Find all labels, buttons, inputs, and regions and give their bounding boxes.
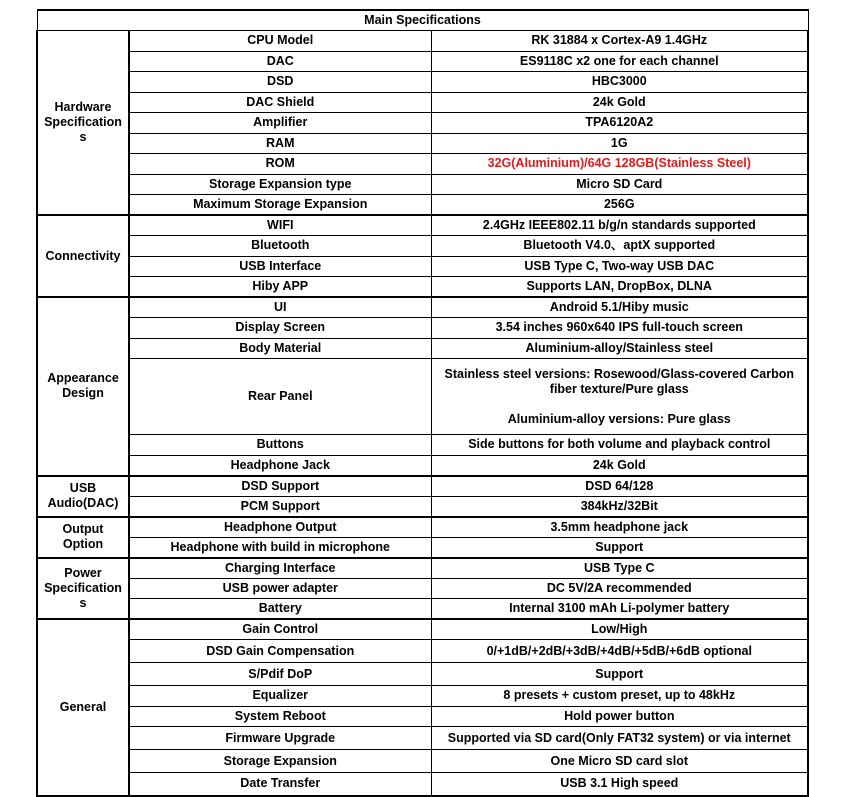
param-body-material: Body Material <box>129 338 431 359</box>
value-dac: ES9118C x2 one for each channel <box>431 51 808 72</box>
value-storage-expansion: One Micro SD card slot <box>431 750 808 773</box>
param-rear-panel: Rear Panel <box>129 359 431 435</box>
param-headphone-output: Headphone Output <box>129 517 431 538</box>
value-display-screen: 3.54 inches 960x640 IPS full-touch screen <box>431 318 808 339</box>
value-dac-shield: 24k Gold <box>431 92 808 113</box>
param-display-screen: Display Screen <box>129 318 431 339</box>
param-date-transfer: Date Transfer <box>129 773 431 796</box>
param-ui: UI <box>129 297 431 318</box>
param-wifi: WIFI <box>129 215 431 236</box>
value-date-transfer: USB 3.1 High speed <box>431 773 808 796</box>
param-system-reboot: System Reboot <box>129 706 431 727</box>
group-label-appearance: Appearance Design <box>37 297 129 476</box>
param-buttons: Buttons <box>129 435 431 456</box>
value-wifi: 2.4GHz IEEE802.11 b/g/n standards supported <box>431 215 808 236</box>
value-max-storage-expansion: 256G <box>431 195 808 216</box>
param-ram: RAM <box>129 133 431 154</box>
value-usb-power-adapter: DC 5V/2A recommended <box>431 578 808 599</box>
value-body-material: Aluminium-alloy/Stainless steel <box>431 338 808 359</box>
value-gain-control: Low/High <box>431 619 808 640</box>
param-dsd-gain-compensation: DSD Gain Compensation <box>129 640 431 663</box>
value-rear-panel-aluminium: Aluminium-alloy versions: Pure glass <box>507 411 731 426</box>
param-rom: ROM <box>129 154 431 175</box>
value-rear-panel <box>431 359 808 435</box>
param-bluetooth: Bluetooth <box>129 236 431 257</box>
table-title: Main Specifications <box>37 10 808 31</box>
param-storage-expansion: Storage Expansion <box>129 750 431 773</box>
value-cpu-model: RK 31884 x Cortex-A9 1.4GHz <box>431 31 808 52</box>
value-buttons: Side buttons for both volume and playback control <box>431 435 808 456</box>
group-label-usb-audio: USB Audio(DAC) <box>37 476 129 517</box>
param-headphone-jack: Headphone Jack <box>129 455 431 476</box>
spec-table <box>36 9 809 797</box>
value-usb-interface: USB Type C, Two-way USB DAC <box>431 256 808 277</box>
group-label-hardware: Hardware Specification s <box>37 31 129 216</box>
value-system-reboot: Hold power button <box>431 706 808 727</box>
value-firmware-upgrade: Supported via SD card(Only FAT32 system) or via internet <box>431 727 808 750</box>
param-equalizer: Equalizer <box>129 686 431 707</box>
value-equalizer: 8 presets + custom preset, up to 48kHz <box>431 686 808 707</box>
value-hiby-app: Supports LAN, DropBox, DLNA <box>431 277 808 298</box>
param-hiby-app: Hiby APP <box>129 277 431 298</box>
value-rear-panel-stainless: Stainless steel versions: Rosewood/Glass-covered Carbon fiber texture/Pure glass <box>444 366 794 396</box>
value-rom: 32G(Aluminium)/64G 128GB(Stainless Steel) <box>431 154 808 175</box>
param-amplifier: Amplifier <box>129 113 431 134</box>
group-label-power: Power Specification s <box>37 558 129 620</box>
param-usb-interface: USB Interface <box>129 256 431 277</box>
value-amplifier: TPA6120A2 <box>431 113 808 134</box>
value-headphone-output: 3.5mm headphone jack <box>431 517 808 538</box>
param-usb-power-adapter: USB power adapter <box>129 578 431 599</box>
spacer <box>436 397 804 412</box>
param-dac: DAC <box>129 51 431 72</box>
value-headphone-microphone: Support <box>431 537 808 558</box>
value-battery: Internal 3100 mAh Li-polymer battery <box>431 599 808 620</box>
value-ui: Android 5.1/Hiby music <box>431 297 808 318</box>
param-cpu-model: CPU Model <box>129 31 431 52</box>
group-label-output: Output Option <box>37 517 129 558</box>
value-dsd: HBC3000 <box>431 72 808 93</box>
param-spdif-dop: S/Pdif DoP <box>129 663 431 686</box>
value-ram: 1G <box>431 133 808 154</box>
group-label-connectivity: Connectivity <box>37 215 129 297</box>
group-label-general: General <box>37 619 129 796</box>
param-dac-shield: DAC Shield <box>129 92 431 113</box>
param-firmware-upgrade: Firmware Upgrade <box>129 727 431 750</box>
value-dsd-support: DSD 64/128 <box>431 476 808 497</box>
value-storage-expansion-type: Micro SD Card <box>431 174 808 195</box>
param-max-storage-expansion: Maximum Storage Expansion <box>129 195 431 216</box>
param-charging-interface: Charging Interface <box>129 558 431 579</box>
param-gain-control: Gain Control <box>129 619 431 640</box>
param-storage-expansion-type: Storage Expansion type <box>129 174 431 195</box>
param-pcm-support: PCM Support <box>129 496 431 517</box>
value-dsd-gain-compensation: 0/+1dB/+2dB/+3dB/+4dB/+5dB/+6dB optional <box>431 640 808 663</box>
value-headphone-jack: 24k Gold <box>431 455 808 476</box>
value-pcm-support: 384kHz/32Bit <box>431 496 808 517</box>
param-dsd-support: DSD Support <box>129 476 431 497</box>
value-charging-interface: USB Type C <box>431 558 808 579</box>
param-headphone-microphone: Headphone with build in microphone <box>129 537 431 558</box>
param-battery: Battery <box>129 599 431 620</box>
value-bluetooth: Bluetooth V4.0、aptX supported <box>431 236 808 257</box>
value-spdif-dop: Support <box>431 663 808 686</box>
param-dsd: DSD <box>129 72 431 93</box>
